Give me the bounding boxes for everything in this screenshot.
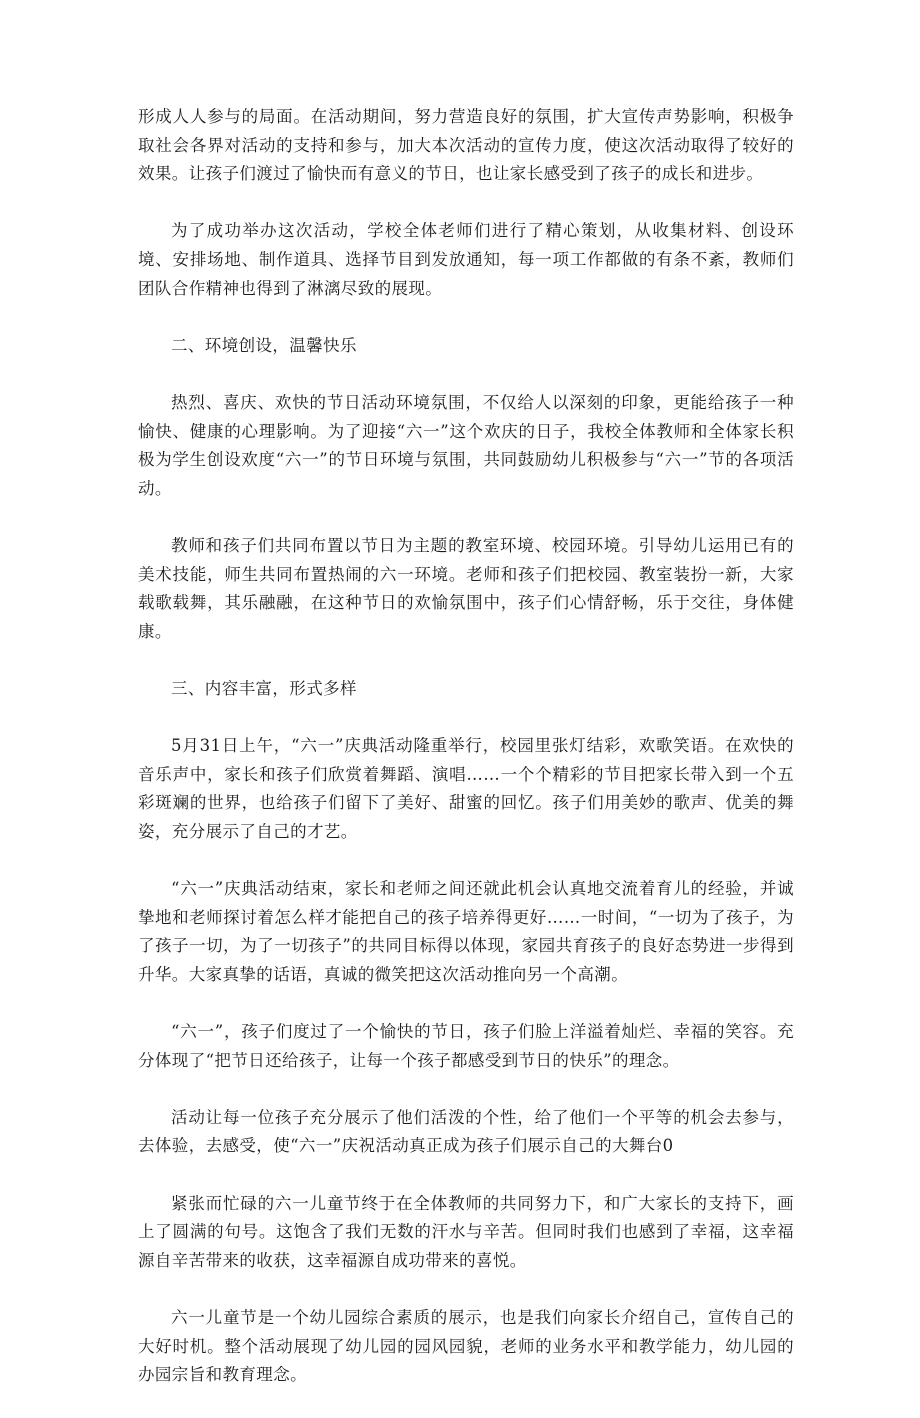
section-heading-environment: 二、环境创设，温馨快乐	[171, 335, 357, 355]
paragraph-celebration: 5月31日上午，“六一”庆典活动隆重举行，校园里张灯结彩，欢歌笑语。在欢快的音乐声中，家长和孩子们欣赏着舞蹈、演唱……一个个精彩的节目把家长带入到一个五彩斑斓的世界，也给孩子们留下了美好、甜蜜的回忆。孩子们用美妙的歌声、优美的舞姿，充分展示了自己的才艺。	[138, 736, 794, 841]
paragraph-individuality: 活动让每一位孩子充分展示了他们活泼的个性，给了他们一个平等的机会去参与，去体验，去感受，使“六一”庆祝活动真正成为孩子们展示自己的大舞台0	[138, 1107, 794, 1156]
paragraph-decoration: 教师和孩子们共同布置以节日为主题的教室环境、校园环境。引导幼儿运用已有的美术技能，师生共同布置热闹的六一环境。老师和孩子们把校园、教室装扮一新，大家载歌载舞，其乐融融，在这种节日的欢愉氛围中，孩子们心情舒畅，乐于交往，身体健康。	[138, 535, 794, 641]
section-heading-content: 三、内容丰富，形式多样	[171, 678, 357, 698]
paragraph-happy-holiday: “六一”，孩子们度过了一个愉快的节日，孩子们脸上洋溢着灿烂、幸福的笑容。充分体现了“把节日还给孩子，让每一个孩子都感受到节日的快乐”的理念。	[138, 1022, 794, 1070]
paragraph-showcase: 六一儿童节是一个幼儿园综合素质的展示，也是我们向家长介绍自己，宣传自己的大好时机。整个活动展现了幼儿园的园风园貌，老师的业务水平和教学能力，幼儿园的办园宗旨和教育理念。	[138, 1307, 794, 1385]
paragraph-planning: 为了成功举办这次活动，学校全体老师们进行了精心策划，从收集材料、创设环境、安排场地、制作道具、选择节目到发放通知，每一项工作都做的有条不紊，教师们团队合作精神也得到了淋漓尽致的展现。	[138, 221, 794, 298]
document-page	[138, 103, 794, 1418]
paragraph-conclusion: 紧张而忙碌的六一儿童节终于在全体教师的共同努力下，和广大家长的支持下，画上了圆满的句号。这饱含了我们无数的汗水与辛苦。但同时我们也感到了幸福，这幸福源自辛苦带来的收获，这幸福源自成功带来的喜悦。	[138, 1193, 794, 1270]
paragraph-continuation: 形成人人参与的局面。在活动期间，努力营造良好的氛围，扩大宣传声势影响，积极争取社会各界对活动的支持和参与，加大本次活动的宣传力度，使这次活动取得了较好的效果。让孩子们渡过了愉快而有意义的节日，也让家长感受到了孩子的成长和进步。	[138, 107, 794, 184]
paragraph-atmosphere: 热烈、喜庆、欢快的节日活动环境氛围，不仅给人以深刻的印象，更能给孩子一种愉快、健康的心理影响。为了迎接“六一”这个欢庆的日子，我校全体教师和全体家长积极为学生创设欢度“六一”的节日环境与氛围，共同鼓励幼儿积极参与“六一”节的各项活动。	[138, 392, 794, 498]
paragraph-parent-exchange: “六一”庆典活动结束，家长和老师之间还就此机会认真地交流着育儿的经验，并诚挚地和老师探讨着怎么样才能把自己的孩子培养得更好……一时间，“一切为了孩子，为了孩子一切，为了一切孩子”的共同目标得以体现，家园共育孩子的良好态势进一步得到升华。大家真挚的话语，真诚的微笑把这次活动推向另一个高潮。	[138, 879, 794, 984]
